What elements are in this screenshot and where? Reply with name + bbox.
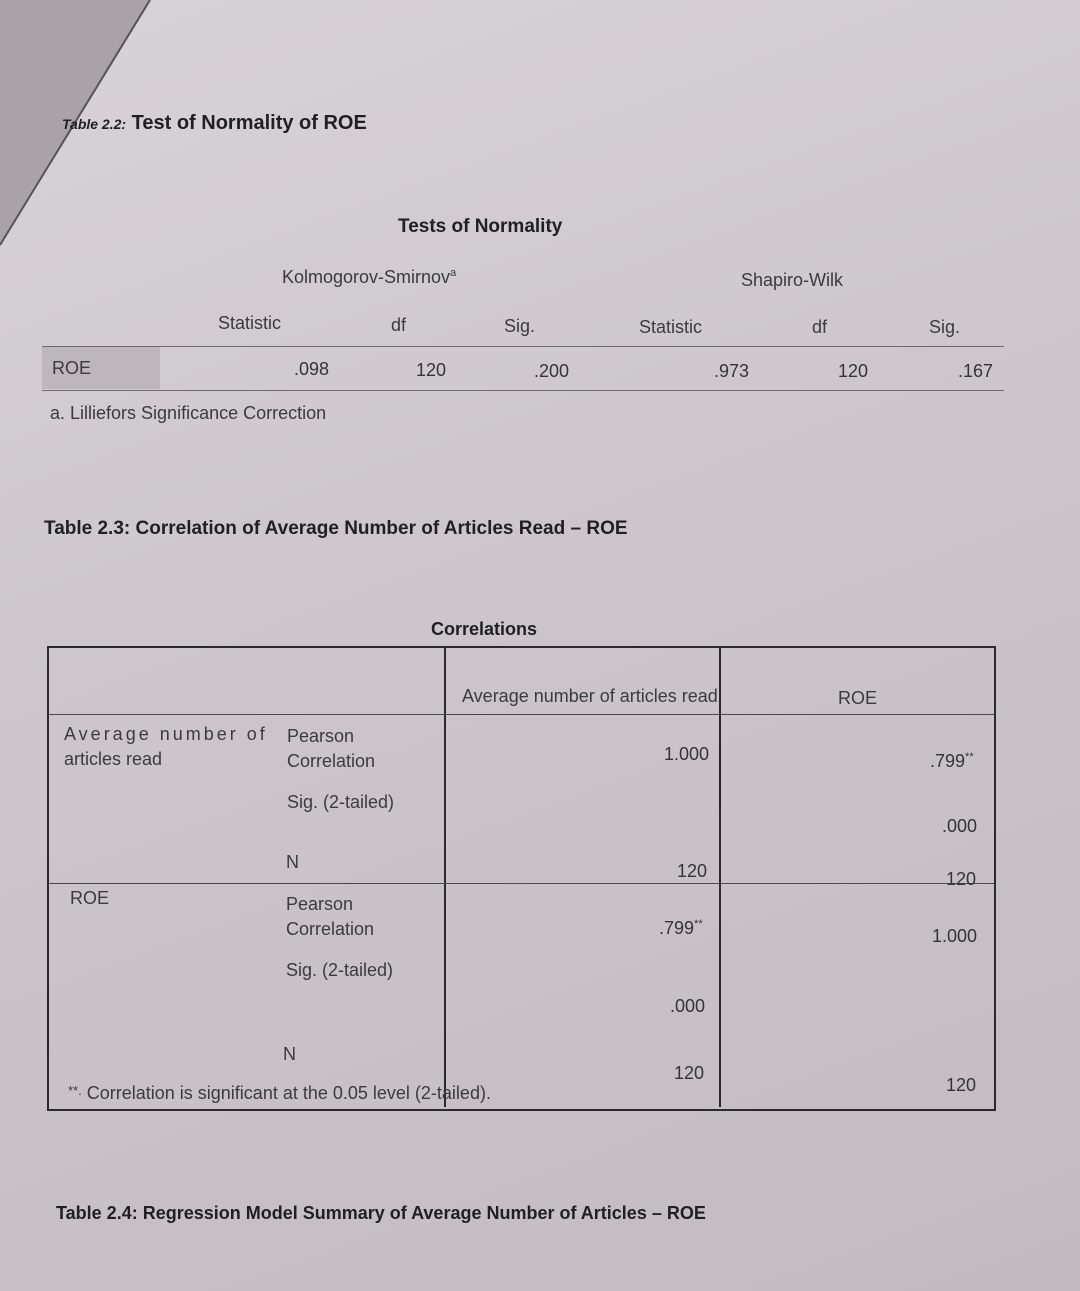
- ks-df-value: 120: [416, 360, 447, 380]
- ks-sig-value: .200: [534, 361, 570, 381]
- r2-sig-marker: **: [694, 918, 703, 930]
- r2-sig-articles: .000: [670, 996, 706, 1016]
- table22-header-rule: [42, 346, 1004, 347]
- table23-title: Correlations: [431, 619, 538, 639]
- r2-pearson-roe: 1.000: [932, 926, 978, 946]
- row2-n-label: N: [283, 1044, 296, 1064]
- row1-n-label: N: [286, 852, 299, 872]
- sw-group-header: Shapiro-Wilk: [741, 270, 844, 290]
- r2-pearson-articles: [659, 918, 703, 939]
- table22-caption-prefix: Table 2.2:: [62, 116, 127, 132]
- row2-pearson-line2: Correlation: [286, 919, 375, 939]
- r2-n-articles: 120: [674, 1063, 705, 1083]
- ks-footnote-marker: a: [450, 267, 457, 279]
- table23-footnote: [68, 1083, 491, 1104]
- table22-title: Tests of Normality: [398, 216, 563, 237]
- row1-pearson-line1: Pearson: [287, 726, 355, 746]
- r1-sig-roe: .000: [942, 816, 978, 836]
- col-sw-sig: Sig.: [929, 317, 961, 337]
- table23-divider-1: [444, 648, 446, 1107]
- r1-n-roe: 120: [946, 869, 977, 889]
- r1-pearson-articles: 1.000: [664, 744, 710, 764]
- col-header-articles-read: Average number of articles read: [462, 686, 718, 706]
- table23-row-rule: [49, 883, 994, 884]
- ks-group-label: Kolmogorov-Smirnov: [282, 267, 451, 287]
- row1-label-line1: Average number of: [64, 724, 268, 744]
- table24-caption: Table 2.4: Regression Model Summary of Average Number of Articles – ROE: [56, 1203, 706, 1223]
- r1-sig-marker: **: [965, 751, 974, 763]
- col-header-roe: ROE: [838, 688, 878, 708]
- row1-sig-label: Sig. (2-tailed): [287, 792, 395, 812]
- table22-caption-text: Test of Normality of ROE: [131, 112, 367, 134]
- row2-pearson-line1: Pearson: [286, 894, 354, 914]
- col-ks-df: df: [391, 315, 407, 335]
- table22-bottom-rule: [42, 390, 1004, 391]
- col-ks-statistic: Statistic: [218, 313, 282, 333]
- col-ks-sig: Sig.: [504, 316, 536, 336]
- table23-caption: Table 2.3: Correlation of Average Number of Articles Read – ROE: [44, 518, 628, 539]
- row1-pearson-line2: Correlation: [287, 751, 376, 771]
- row1-label-line2: articles read: [64, 749, 163, 769]
- table23-divider-2: [719, 648, 721, 1107]
- sw-statistic-value: .973: [714, 361, 750, 381]
- r1-pearson-roe: [930, 751, 974, 772]
- col-sw-statistic: Statistic: [639, 317, 703, 337]
- table22-row-roe: ROE: [52, 358, 92, 378]
- r1-pearson-roe-value: .799: [930, 751, 966, 771]
- footnote-marker: **.: [68, 1083, 82, 1098]
- sw-df-value: 120: [838, 361, 869, 381]
- r2-pearson-articles-value: .799: [659, 918, 695, 938]
- correlations-table: [47, 646, 996, 1111]
- table22-caption: [62, 112, 367, 135]
- row2-sig-label: Sig. (2-tailed): [286, 960, 394, 980]
- table22-footnote: a. Lilliefors Significance Correction: [50, 403, 327, 423]
- table23-header-rule: [49, 714, 994, 715]
- ks-group-header: [282, 267, 456, 288]
- row2-label: ROE: [70, 888, 110, 908]
- r2-n-roe: 120: [946, 1075, 977, 1095]
- sw-sig-value: .167: [958, 361, 994, 381]
- col-sw-df: df: [812, 317, 828, 337]
- r1-n-articles: 120: [677, 861, 708, 881]
- footnote-text: Correlation is significant at the 0.05 level (2-tailed).: [86, 1083, 491, 1103]
- ks-statistic-value: .098: [294, 359, 330, 379]
